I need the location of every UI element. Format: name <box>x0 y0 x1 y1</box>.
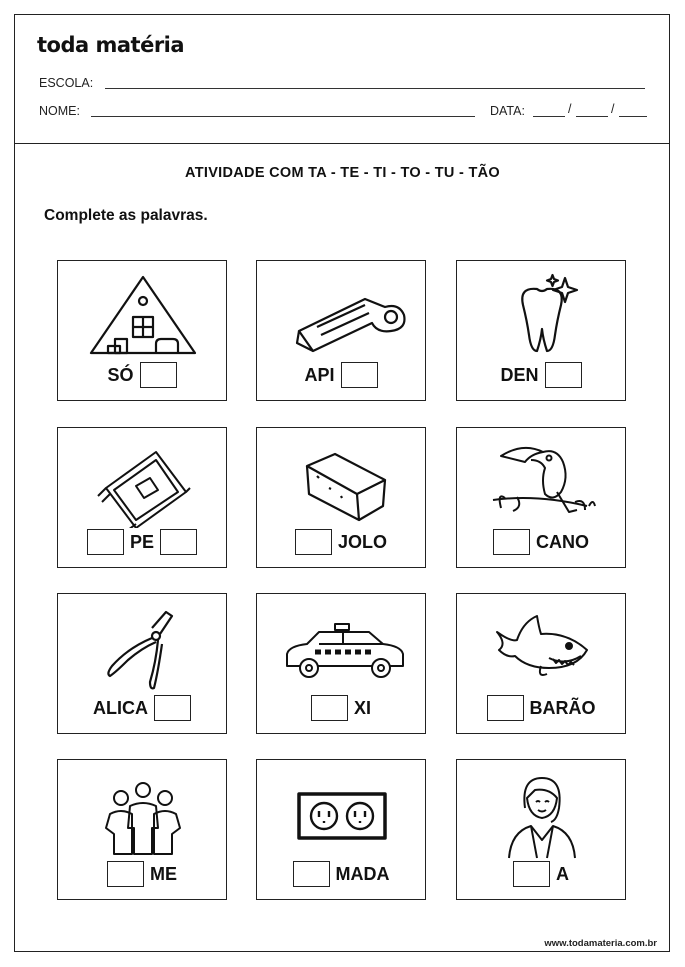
word-prompt <box>457 527 625 557</box>
tooth-icon <box>457 269 625 361</box>
word-fragment: API <box>304 364 335 385</box>
syllable-blank-box[interactable] <box>154 695 191 721</box>
word-prompt <box>58 527 226 557</box>
word-card <box>57 427 227 568</box>
school-label: ESCOLA: <box>39 76 94 90</box>
syllable-blank-box[interactable] <box>140 362 177 388</box>
name-field[interactable] <box>91 116 475 117</box>
syllable-blank-box[interactable] <box>293 861 330 887</box>
syllable-blank-box[interactable] <box>107 861 144 887</box>
word-card <box>456 260 626 401</box>
word-card <box>57 759 227 900</box>
word-prompt <box>257 859 425 889</box>
word-fragment: JOLO <box>337 531 387 552</box>
word-fragment: BARÃO <box>529 697 596 718</box>
word-prompt <box>257 360 425 390</box>
syllable-blank-box[interactable] <box>295 529 332 555</box>
syllable-blank-box[interactable] <box>87 529 124 555</box>
syllable-blank-box[interactable] <box>311 695 348 721</box>
word-fragment: CANO <box>536 531 589 552</box>
pliers-icon <box>58 602 226 694</box>
word-card <box>256 593 426 734</box>
word-card <box>456 593 626 734</box>
syllable-blank-box[interactable] <box>493 529 530 555</box>
word-card <box>57 593 227 734</box>
word-prompt <box>58 693 226 723</box>
word-prompt <box>58 859 226 889</box>
word-card <box>256 427 426 568</box>
word-fragment: ALICA <box>93 697 148 718</box>
taxi-icon <box>257 602 425 694</box>
instruction-text: Complete as palavras. <box>44 207 208 224</box>
word-fragment: DEN <box>500 364 539 385</box>
brick-icon <box>257 436 425 528</box>
shark-icon <box>457 602 625 694</box>
word-card <box>256 260 426 401</box>
syllable-blank-box[interactable] <box>545 362 582 388</box>
syllable-blank-box[interactable] <box>341 362 378 388</box>
rug-icon <box>58 436 226 528</box>
outlet-icon <box>257 768 425 860</box>
word-prompt <box>58 360 226 390</box>
word-prompt <box>257 527 425 557</box>
word-fragment: PE <box>129 531 154 552</box>
activity-title: ATIVIDADE COM TA - TE - TI - TO - TU - TÃO <box>185 165 500 181</box>
date-label: DATA: <box>490 104 525 118</box>
word-card <box>256 759 426 900</box>
word-fragment: XI <box>353 697 371 718</box>
brand-logo: toda matéria <box>37 33 185 57</box>
word-card <box>57 260 227 401</box>
team-icon <box>58 768 226 860</box>
word-prompt <box>457 859 625 889</box>
aunt-icon <box>457 768 625 860</box>
footer-url: www.todamateria.com.br <box>544 938 657 949</box>
syllable-blank-box[interactable] <box>160 529 197 555</box>
worksheet-header <box>15 15 669 144</box>
word-prompt <box>457 693 625 723</box>
word-fragment: SÓ <box>107 364 134 385</box>
word-prompt <box>257 693 425 723</box>
date-separator: / <box>611 102 615 116</box>
house-icon <box>58 269 226 361</box>
date-day-field[interactable] <box>533 116 565 117</box>
word-fragment: MADA <box>335 863 390 884</box>
school-field[interactable] <box>105 88 645 89</box>
whistle-icon <box>257 269 425 361</box>
date-separator: / <box>568 102 572 116</box>
word-fragment: A <box>556 863 569 884</box>
date-year-field[interactable] <box>619 116 647 117</box>
syllable-blank-box[interactable] <box>487 695 524 721</box>
word-fragment: ME <box>150 863 177 884</box>
toucan-icon <box>457 436 625 528</box>
date-month-field[interactable] <box>576 116 608 117</box>
word-card <box>456 427 626 568</box>
word-prompt <box>457 360 625 390</box>
syllable-blank-box[interactable] <box>513 861 550 887</box>
name-label: NOME: <box>39 104 80 118</box>
word-card <box>456 759 626 900</box>
